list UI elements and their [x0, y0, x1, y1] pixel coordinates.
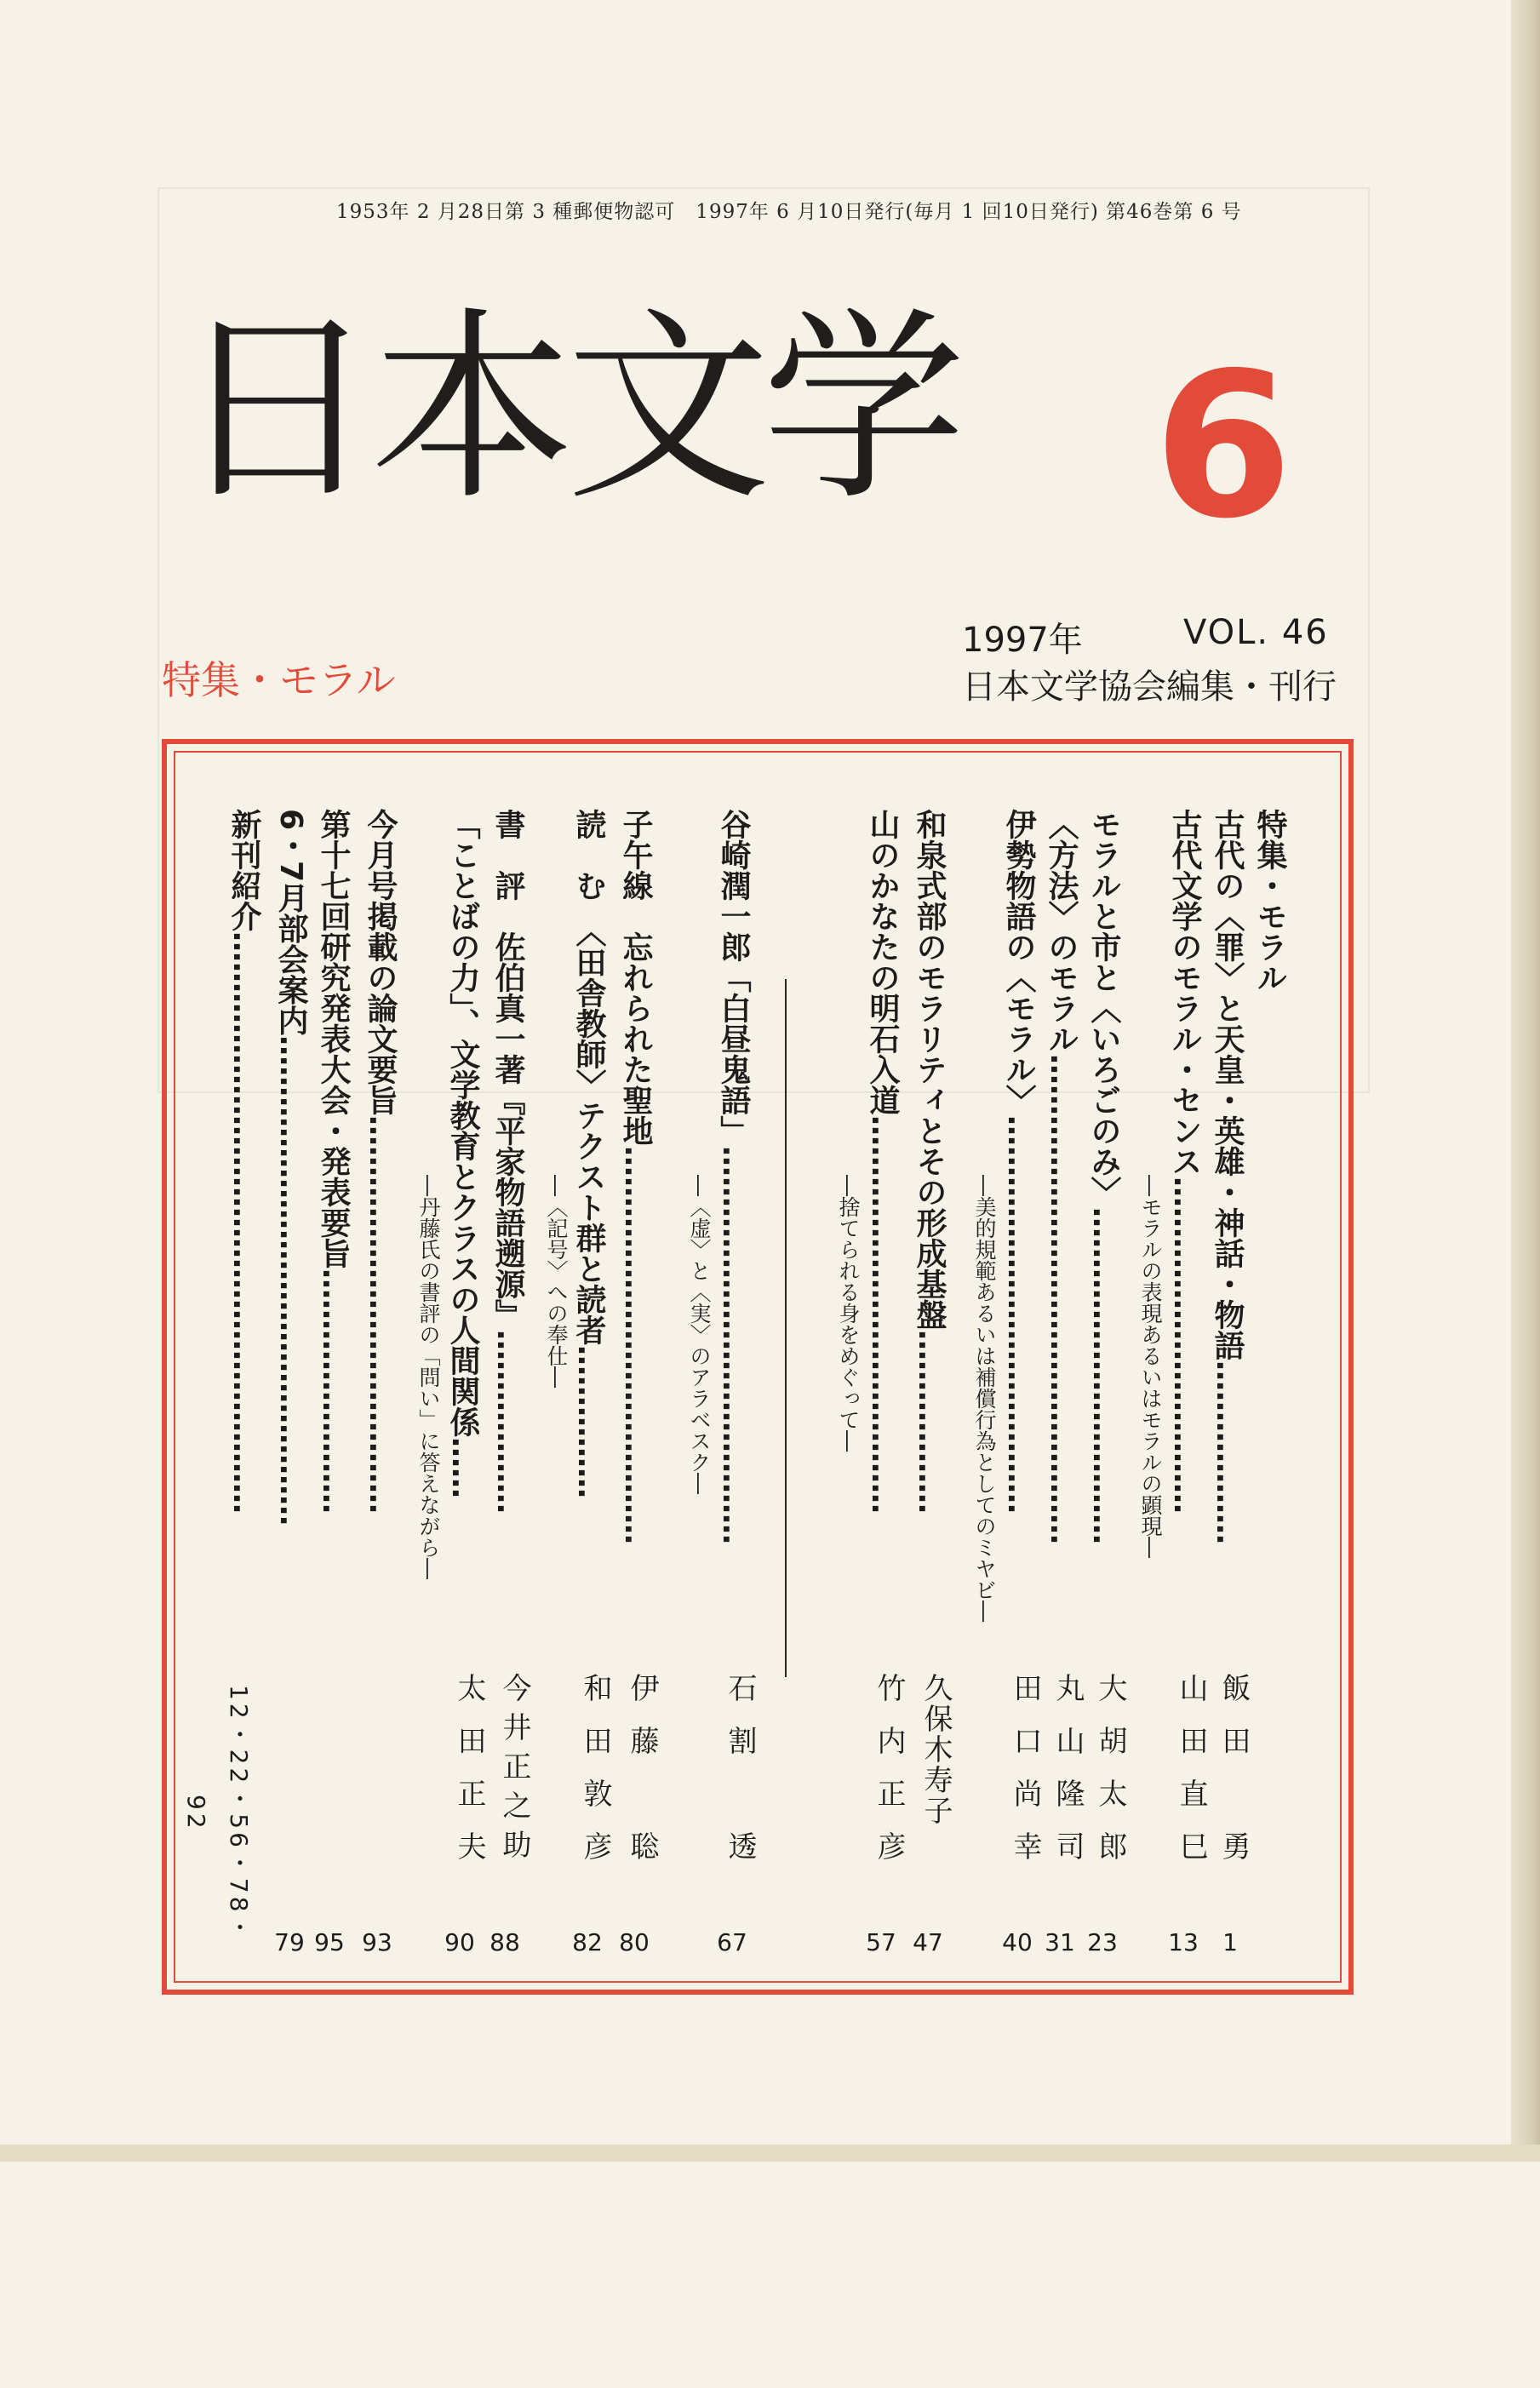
toc-author: 山田直巳 [1174, 1673, 1208, 1884]
toc-item-subtitle: ―〈虚〉と〈実〉のアラベスク― [687, 1175, 712, 1494]
volume-number: VOL. 46 [1183, 613, 1329, 652]
toc-item-title[interactable]: 第十七回研究発表大会・発表要旨…………………… [316, 809, 351, 1514]
issue-year: 1997年 [962, 621, 1083, 660]
toc-page-number: 95 [314, 1928, 345, 1956]
toc-author: 竹内正彦 [872, 1673, 906, 1884]
feature-label: 特集・モラル [162, 657, 396, 703]
toc-page-number: 57 [866, 1928, 896, 1956]
toc-page-number: 23 [1087, 1928, 1118, 1956]
toc-page-number: 31 [1045, 1928, 1075, 1956]
toc-item-title[interactable]: 山のかなたの明石入道………………………………… [865, 809, 900, 1514]
toc-page-number: 13 [1168, 1928, 1199, 1956]
toc-page-number: 47 [913, 1928, 943, 1956]
toc-item-title[interactable]: 読 む 〈田舎教師〉テクスト群と読者…………… [571, 809, 606, 1498]
toc-heading: 特集・モラル [1252, 809, 1287, 993]
toc-author: 丸山隆司 [1051, 1673, 1085, 1884]
toc-page-number: 82 [572, 1928, 603, 1956]
toc-item-title[interactable]: 〈方法〉のモラル………………………………………… [1044, 809, 1079, 1544]
toc-page-number: 93 [362, 1928, 392, 1956]
toc-item-subtitle: ―捨てられる身をめぐって― [836, 1175, 861, 1452]
toc-item-subtitle: ―モラルの表現あるいはモラルの顕現― [1138, 1175, 1163, 1558]
toc-item-title[interactable]: 古代文学のモラル・センス…………………………… [1167, 809, 1202, 1514]
toc-item-title[interactable]: 書 評 佐伯真一著『平家物語遡源』……………… [490, 809, 525, 1514]
toc-item-subtitle: ―美的規範あるいは補償行為としてのミヤビ― [972, 1175, 997, 1622]
toc-author: 今井正之助 [497, 1673, 531, 1869]
toc-page-number: 80 [619, 1928, 650, 1956]
toc-author: 伊藤 聡 [625, 1673, 659, 1884]
toc-author: 石割 透 [723, 1673, 757, 1884]
toc-item-title[interactable]: 和泉式部のモラリティとその形成基盤……………… [912, 809, 947, 1514]
registration-line: 1953年 2 月28日第 3 種郵便物認可 1997年 6 月10日発行(毎月 1 回10日発行) 第46巻第 6 号 [336, 201, 1242, 223]
toc-item-title[interactable]: 谷崎潤一郎「白昼鬼語」………………………………… [716, 809, 751, 1544]
toc-item-title[interactable]: 新刊紹介………………………………………………… [226, 809, 261, 1514]
toc-page-number: 67 [717, 1928, 747, 1956]
toc-author: 久保木寿子 [919, 1673, 953, 1826]
toc-author: 飯田 勇 [1217, 1673, 1251, 1884]
toc-item-subtitle: ―〈記号〉への奉仕― [544, 1175, 569, 1388]
toc-item-title[interactable]: モラルと市と〈いろごのみ〉…………………………… [1086, 809, 1121, 1544]
toc-page-number: 79 [274, 1928, 305, 1956]
toc-item-title[interactable]: 古代の〈罪〉と天皇・英雄・神話・物語……………… [1210, 809, 1245, 1544]
toc-page-number: 1 [1222, 1928, 1238, 1956]
toc-item-title[interactable]: 今月号掲載の論文要旨………………………………… [363, 809, 398, 1514]
toc-page-number: 90 [444, 1928, 475, 1956]
toc-item-title[interactable]: 伊勢物語の〈モラル〉………………………………… [1001, 809, 1036, 1514]
toc-author: 和田敦彦 [578, 1673, 612, 1884]
toc-item-subtitle: ―丹藤氏の書評の「問い」に答えながら― [416, 1175, 441, 1579]
toc-page-number: 12・22・56・78・92 [182, 1684, 253, 1943]
toc-item-title[interactable]: 子午線 忘れられた聖地………………………………… [618, 809, 653, 1544]
page-edge [1511, 0, 1540, 2162]
page-edge-bottom [0, 2145, 1540, 2162]
toc-author: 大胡太郎 [1093, 1673, 1127, 1884]
toc-author: 太田正夫 [452, 1673, 486, 1884]
toc-author: 田口尚幸 [1008, 1673, 1042, 1884]
toc-item-title[interactable]: 「ことばの力」、文学教育とクラスの人間関係…… [445, 809, 480, 1498]
toc-page-number: 88 [489, 1928, 520, 1956]
toc-divider [785, 979, 787, 1677]
journal-title: 日本文学 [175, 289, 959, 528]
publisher-line: 日本文学協会編集・刊行 [962, 667, 1337, 707]
toc-item-title[interactable]: 6・7月部会案内………………………………………… [273, 809, 308, 1526]
issue-number: 6 [1154, 330, 1293, 563]
toc-page-number: 40 [1002, 1928, 1033, 1956]
